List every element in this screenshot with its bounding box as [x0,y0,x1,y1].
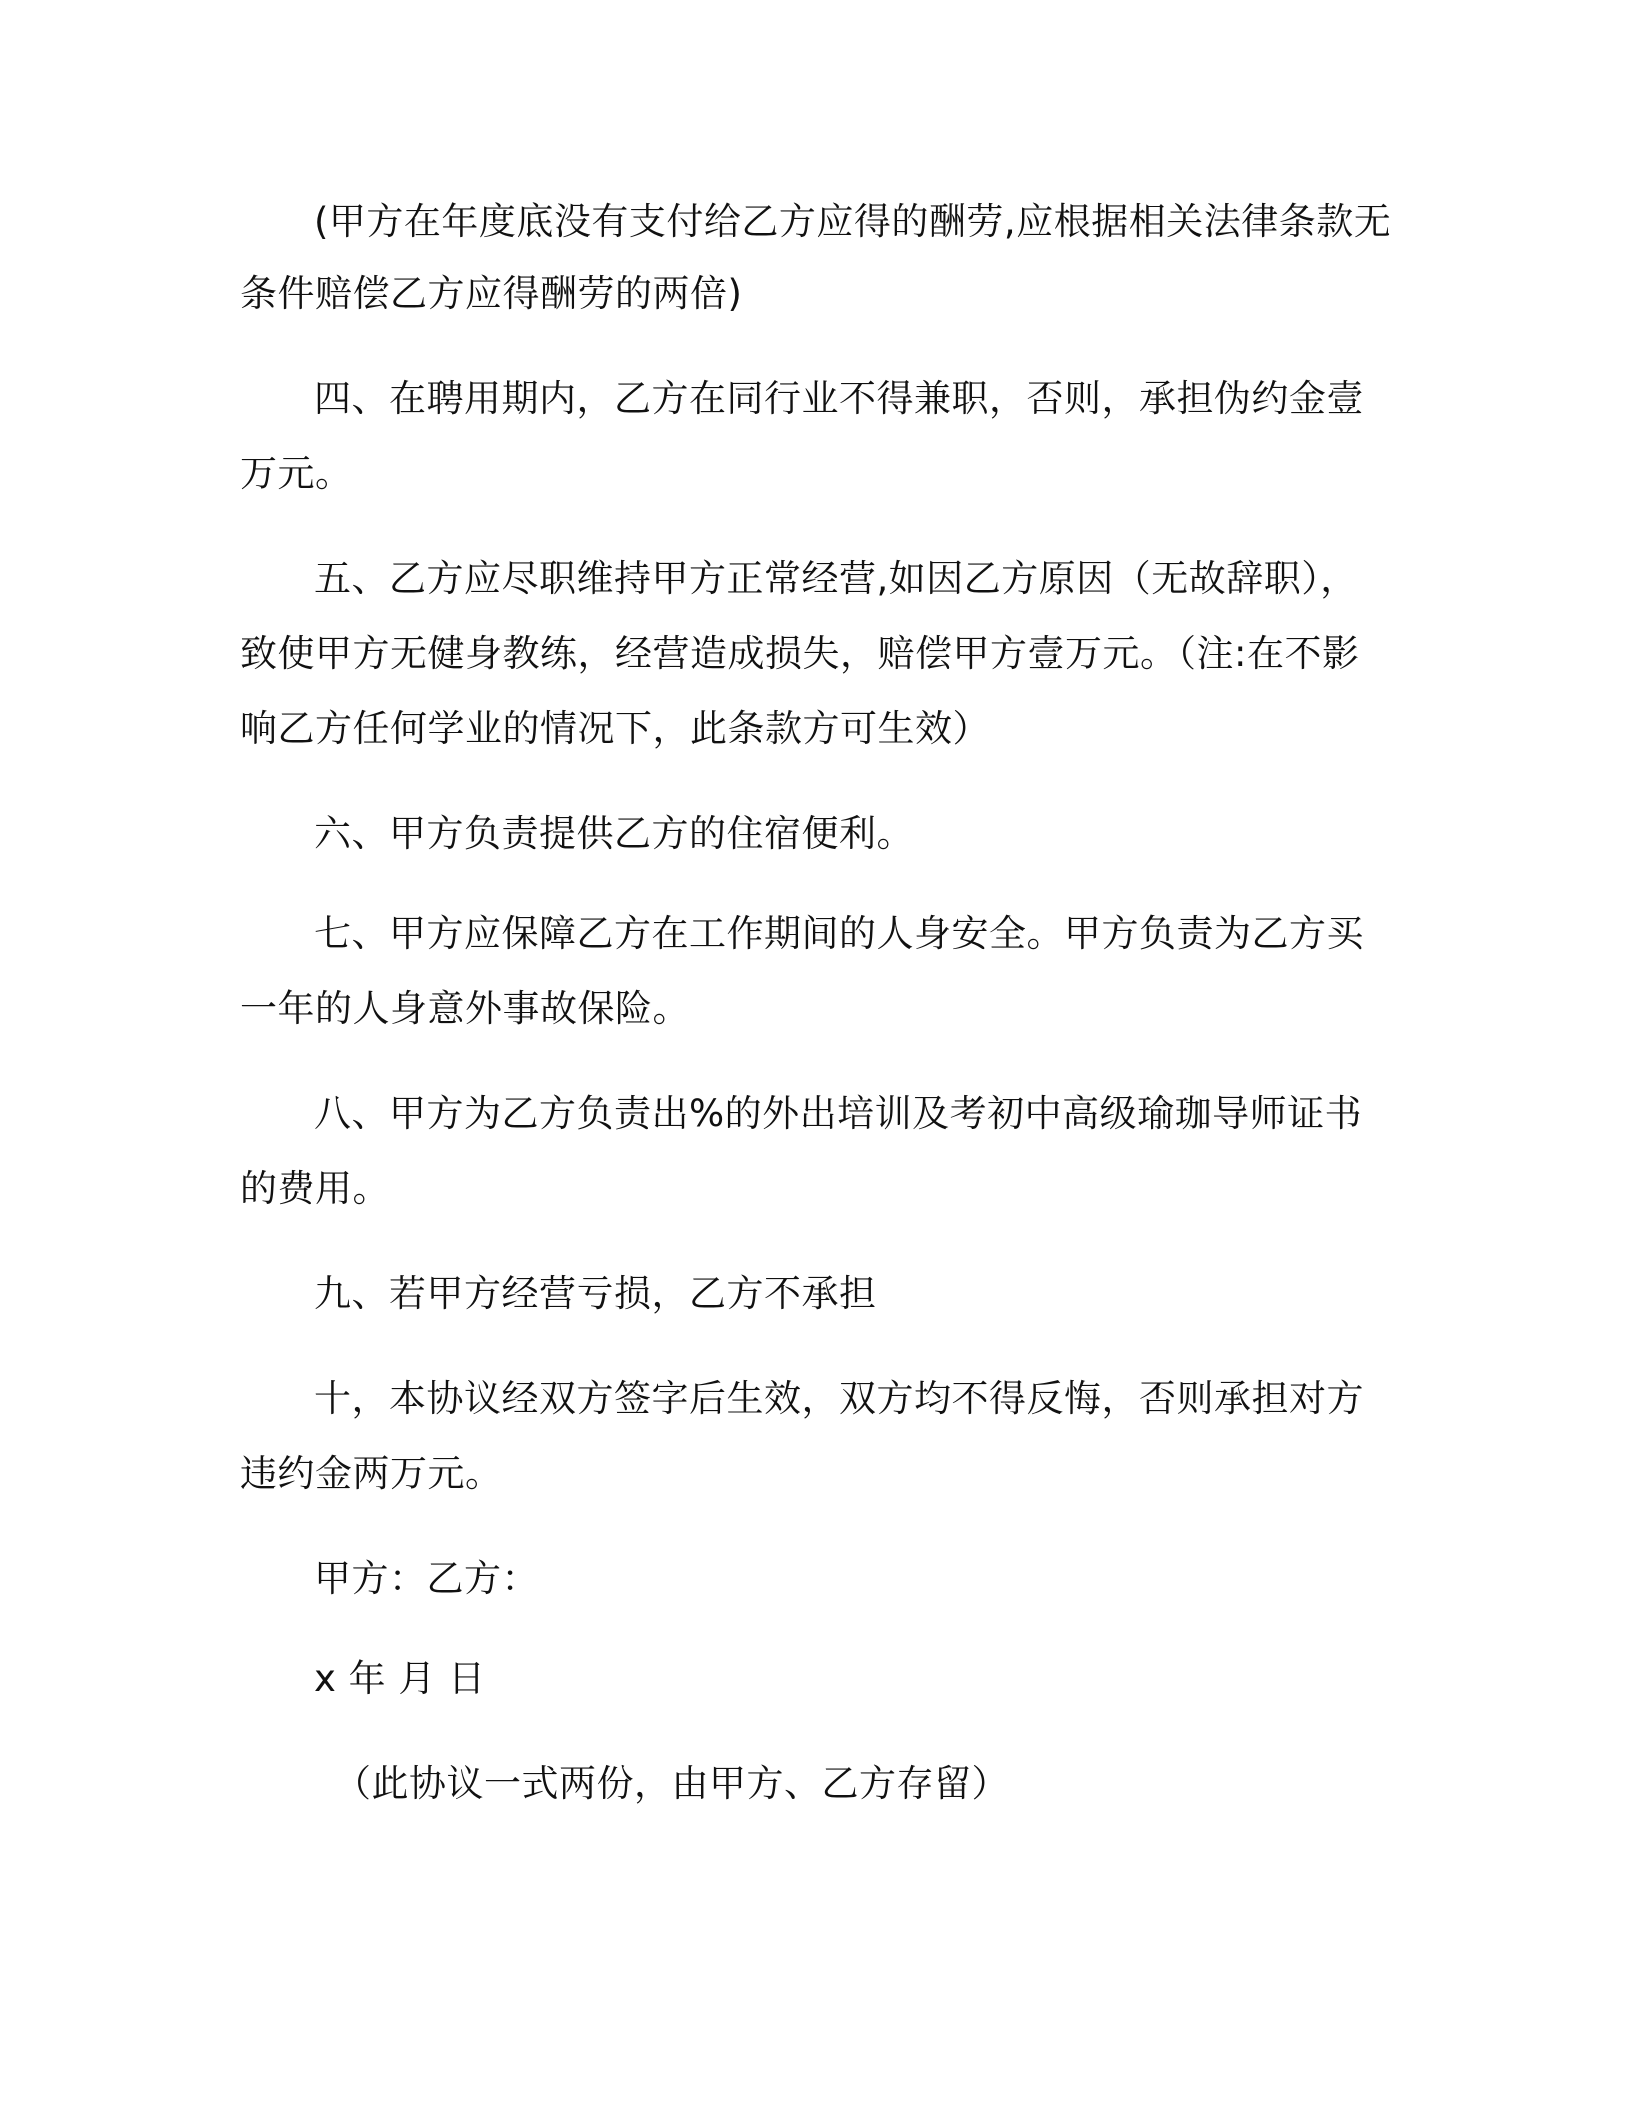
clause-ten-line-2: 违约金两万元。 [240,1452,503,1495]
clause-three-note-line-2: 条件赔偿乙方应得酬劳的两倍) [240,272,743,315]
clause-seven-line-1: 七、甲方应保障乙方在工作期间的人身安全。甲方负责为乙方买 [314,912,1364,955]
clause-eight-line-2: 的费用。 [240,1167,390,1210]
clause-four-line-2: 万元。 [240,452,353,495]
clause-ten-line-1: 十，本协议经双方签字后生效，双方均不得反悔，否则承担对方 [314,1377,1364,1420]
clause-seven-line-2: 一年的人身意外事故保险。 [240,987,690,1030]
clause-three-note-line-1: (甲方在年度底没有支付给乙方应得的酬劳,应根据相关法律条款无 [314,200,1392,243]
clause-nine: 九、若甲方经营亏损，乙方不承担 [314,1272,877,1315]
clause-eight-line-1: 八、甲方为乙方负责出%的外出培训及考初中高级瑜珈导师证书 [314,1092,1363,1135]
clause-six: 六、甲方负责提供乙方的住宿便利。 [314,812,914,855]
clause-five-line-1: 五、乙方应尽职维持甲方正常经营,如因乙方原因（无故辞职）， [314,557,1358,600]
copies-note: （此协议一式两份，由甲方、乙方存留） [334,1762,1009,1805]
clause-five-line-3: 响乙方任何学业的情况下，此条款方可生效） [240,707,990,750]
signature-date: x 年 月 日 [314,1657,486,1700]
clause-five-line-2: 致使甲方无健身教练，经营造成损失，赔偿甲方壹万元。（注:在不影 [240,632,1360,675]
signature-parties: 甲方：乙方： [314,1557,539,1600]
clause-four-line-1: 四、在聘用期内，乙方在同行业不得兼职，否则，承担伪约金壹 [314,377,1364,420]
